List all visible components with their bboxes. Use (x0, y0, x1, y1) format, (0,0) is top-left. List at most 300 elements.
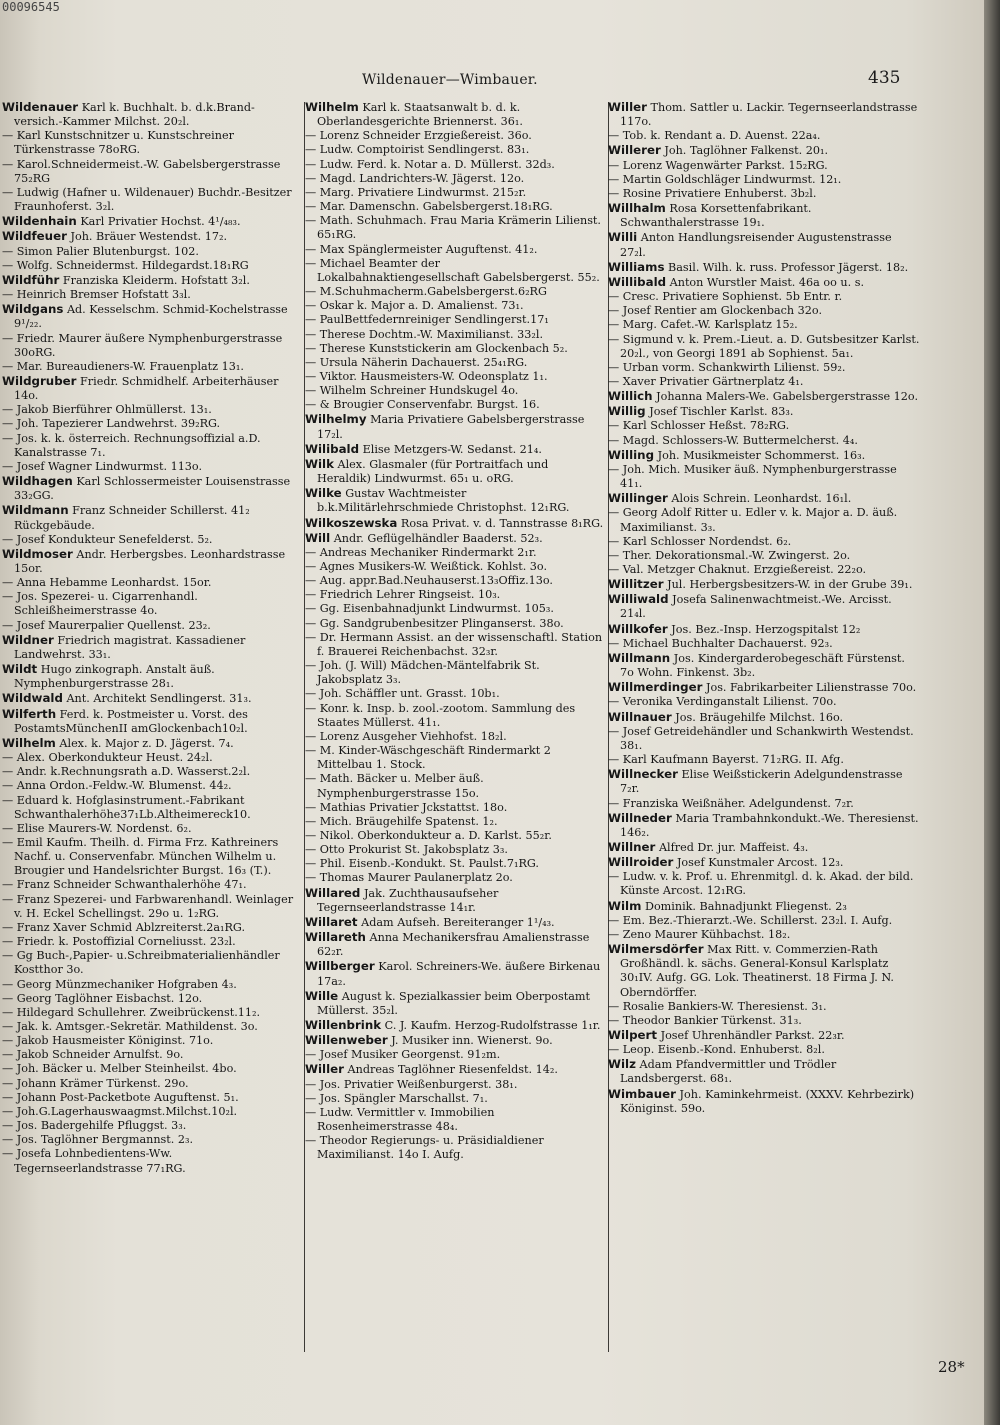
directory-column-2 (305, 100, 605, 1365)
entry-details: — Franz Xaver Schmid Ablzreiterst.2a₁RG. (2, 920, 246, 934)
surname: Wimbauer (608, 1086, 676, 1101)
directory-entry (608, 333, 920, 361)
surname: Williwald (608, 592, 669, 607)
entry-details: — Eduard k. Hofglasinstrument.-Fabrikant Schwanthalerhöhe37₁Lb.Altheimereck10. (2, 793, 251, 821)
directory-entry (305, 829, 605, 843)
surname: Wilmersdörfer (608, 942, 704, 957)
entry-details: — Max Spänglermeister Auguftenst. 41₂. (305, 242, 538, 256)
entry-details: Josef Uhrenhändler Parkst. 22₃r. (660, 1029, 845, 1042)
directory-entry (2, 662, 302, 691)
directory-entry (2, 633, 302, 662)
entry-details: — M.Schuhmacherm.Gabelsbergerst.6₂RG (305, 285, 547, 299)
surname: Wilm (608, 898, 642, 913)
directory-entry (305, 457, 605, 486)
surname: Willmann (608, 650, 671, 665)
directory-entry (2, 403, 302, 417)
surname: Wilferth (2, 706, 57, 721)
directory-entry (2, 691, 302, 706)
entry-details: Elise Weißstickerin Adelgundenstrasse 7₂r. (620, 768, 903, 796)
directory-entry (305, 602, 605, 616)
entry-details: — Therese Dochtm.-W. Maximilianst. 33₂l. (305, 327, 544, 341)
entry-details: — Marg. Cafet.-W. Karlsplatz 15₂. (608, 318, 798, 332)
directory-entry (305, 915, 605, 930)
surname: Willareth (305, 930, 366, 945)
entry-details: — Josef Musiker Georgenst. 91₂m. (305, 1048, 501, 1062)
surname: Wildhagen (2, 474, 73, 489)
directory-entry (2, 1077, 302, 1091)
directory-entry (2, 1034, 302, 1048)
entry-details: Ant. Architekt Sendlingerst. 31₃. (66, 692, 252, 706)
entry-details: Karl k. Staatsanwalt b. d. k. Oberlandesgerichte Briennerst. 36₁. (317, 101, 523, 129)
directory-entry (608, 870, 920, 898)
surname: Willibald (608, 274, 667, 289)
directory-entry (305, 186, 605, 200)
directory-entry (305, 214, 605, 242)
entry-details: — M. Kinder-Wäschgeschäft Rindermarkt 2 Mittelbau 1. Stock. (305, 744, 551, 772)
entry-details: — Jos. k. k. österreich. Rechnungsoffizial a.D. Kanalstrasse 7₁. (2, 431, 261, 459)
entry-details: — Math. Bäcker u. Melber äuß. Nymphenburgerstrasse 15o. (305, 772, 484, 800)
directory-entry (2, 836, 302, 878)
directory-entry (608, 725, 920, 753)
directory-entry (305, 384, 605, 398)
directory-entry (608, 622, 920, 637)
entry-details: — Ludw. v. k. Prof. u. Ehrenmitgl. d. k. Akad. der bild. Künste Arcost. 12₁RG. (608, 870, 914, 898)
entry-details: Alois Schrein. Leonhardst. 16₁l. (671, 492, 852, 506)
directory-entry (305, 143, 605, 157)
entry-details: — Friedrich Lehrer Ringseist. 10₃. (305, 588, 501, 602)
surname: Willkofer (608, 621, 668, 636)
surname: Wilke (305, 486, 342, 501)
directory-entry (608, 1043, 920, 1057)
entry-details: — Jak. k. Amtsger.-Sekretär. Mathildenst. 3o. (2, 1020, 258, 1033)
surname: Willmerdinger (608, 680, 703, 695)
directory-entry (2, 100, 302, 129)
directory-entry (305, 959, 605, 988)
surname: Willenweber (305, 1033, 388, 1048)
directory-entry (608, 404, 920, 419)
surname: Wilhelm (305, 100, 359, 114)
directory-entry (305, 243, 605, 257)
entry-details: Joh. Bräuer Westendst. 17₂. (70, 230, 228, 244)
directory-entry (305, 313, 605, 327)
signature-mark: 28* (938, 1358, 965, 1376)
entry-details: Karol. Schreiners-We. äußere Birkenau 17a₂. (317, 960, 601, 988)
directory-entry (305, 200, 605, 214)
entry-details: Johanna Malers-We. Gabelsbergerstrasse 12o. (656, 390, 919, 404)
directory-entry (305, 516, 605, 531)
directory-entry (2, 707, 302, 736)
entry-details: Max Ritt. v. Commerzien-Rath Großhändl. k. sächs. General-Konsul Karlsplatz 30₁IV. Aufg. GG. Lok. Theatinerst. 18 Firma J. N. Oberndörffer. (620, 943, 894, 999)
entry-details: — Lorenz Schneider Erzgießereist. 36o. (305, 129, 532, 143)
directory-entry (2, 619, 302, 633)
entry-details: — Joh. (J. Will) Mädchen-Mäntelfabrik St. Jakobsplatz 3₃. (305, 659, 540, 687)
entry-details: — Franz Schneider Schwanthalerhöhe 47₁. (2, 878, 247, 892)
surname: Wildgans (2, 302, 64, 317)
entry-details: J. Musiker inn. Wienerst. 9o. (391, 1034, 553, 1048)
entry-details: Anton Wurstler Maist. 46a oo u. s. (669, 275, 865, 289)
entry-details: — Hildegard Schullehrer. Zweibrückenst.11₂. (2, 1005, 261, 1019)
entry-details: Andr. Herbergsbes. Leonhardstrasse 15or. (14, 547, 286, 575)
entry-details: — Jakob Hausmeister Königinst. 71o. (2, 1034, 214, 1048)
entry-details: Franz Schneider Schillerst. 41₂ Rückgebäude. (14, 504, 250, 532)
entry-details: — Lorenz Wagenwärter Parkst. 15₂RG. (608, 158, 828, 172)
directory-entry (305, 531, 605, 546)
entry-details: — Agnes Musikers-W. Weißtick. Kohlst. 3o. (305, 560, 548, 573)
directory-entry (2, 332, 302, 360)
directory-entry (2, 533, 302, 547)
directory-entry (608, 1057, 920, 1086)
directory-entry (305, 1134, 605, 1162)
directory-entry (608, 753, 920, 767)
directory-entry (2, 590, 302, 618)
surname: Wille (305, 988, 339, 1003)
entry-details: — Karol.Schneidermeist.-W. Gabelsbergerstrasse 75₂RG (2, 157, 281, 185)
surname: Willing (608, 447, 655, 462)
directory-entry (305, 370, 605, 384)
entry-details: — Wolfg. Schneidermst. Hildegardst.18₁RG (2, 258, 249, 272)
surname: Wilk (305, 456, 334, 471)
directory-entry (608, 491, 920, 506)
entry-details: — Mich. Bräugehilfe Spatenst. 1₂. (305, 814, 498, 828)
entry-details: — & Brougier Conservenfabr. Burgst. 16. (305, 398, 540, 412)
directory-entry (305, 412, 605, 441)
surname: Willneder (608, 810, 672, 825)
directory-entry (305, 100, 605, 129)
entry-details: — Josef Getreidehändler und Schankwirth Westendst. 38₁. (608, 724, 914, 752)
surname: Willich (608, 389, 653, 404)
surname: Willitzer (608, 577, 664, 592)
surname: Willaret (305, 914, 358, 929)
directory-entry (305, 1033, 605, 1048)
entry-details: — Joh. Mich. Musiker äuß. Nymphenburgerstrasse 41₁. (608, 462, 897, 491)
directory-entry (608, 173, 920, 187)
entry-details: — Jos. Badergehilfe Pfluggst. 3₃. (2, 1119, 187, 1133)
directory-entry (305, 744, 605, 772)
entry-details: — Michael Buchhalter Dachauerst. 92₃. (608, 636, 833, 650)
entry-details: — Joh. Tapezierer Landwehrst. 39₂RG. (2, 417, 221, 431)
directory-entry (2, 949, 302, 977)
directory-entry (608, 290, 920, 304)
directory-entry (305, 398, 605, 412)
directory-entry (2, 992, 302, 1006)
entry-details: — Cresc. Privatiere Sophienst. 5b Entr. r. (608, 290, 843, 304)
archive-stamp: 00096545 (2, 0, 60, 14)
entry-details: — Emil Kaufm. Theilh. d. Firma Frz. Kathreiners Nachf. u. Conservenfabr. München Wilhelm u. Brougier und Handelsrichter Burgst. 16₃ (T.). (2, 835, 279, 878)
directory-entry (305, 801, 605, 815)
directory-entry (305, 687, 605, 701)
surname: Wilpert (608, 1028, 658, 1042)
directory-entry (305, 857, 605, 871)
directory-entry (2, 1119, 302, 1133)
directory-entry (2, 1006, 302, 1020)
entry-details: Ferd. k. Postmeister u. Vorst. des PostamtsMünchenII amGlockenbach10₂l. (14, 707, 248, 735)
entry-details: — Em. Bez.-Thierarzt.-We. Schillerst. 23₂l. I. Aufg. (608, 913, 893, 927)
directory-entry (608, 1000, 920, 1014)
entry-details: — Georg Münzmechaniker Hofgraben 4₃. (2, 977, 237, 991)
entry-details: Josefa Salinenwachtmeist.-We. Arcisst. 21₄l. (620, 593, 892, 621)
directory-entry (608, 797, 920, 811)
entry-details: — Theodor Regierungs- u. Präsidialdiener Maximilianst. 14o I. Aufg. (305, 1134, 544, 1162)
entry-details: — Urban vorm. Schankwirth Lilienst. 59₂. (608, 360, 846, 374)
entry-details: Franziska Kleiderm. Hofstatt 3₂l. (62, 273, 250, 287)
entry-details: — Leop. Eisenb.-Kond. Enhuberst. 8₂l. (608, 1043, 825, 1057)
entry-details: — Franz Spezerei- und Farbwarenhandl. Weinlager v. H. Eckel Schellingst. 29o u. 1₂RG. (2, 892, 294, 920)
directory-entry (2, 935, 302, 949)
entry-details: Friedrich magistrat. Kassadiener Landwehrst. 33₁. (14, 633, 246, 661)
entry-details: — Joh.G.Lagerhauswaagmst.Milchst.10₂l. (2, 1104, 238, 1118)
entry-details: — Veronika Verdinganstalt Lilienst. 70o. (608, 695, 837, 709)
entry-details: August k. Spezialkassier beim Oberpostamt Müllerst. 35₂l. (317, 989, 590, 1017)
surname: Wildenhain (2, 214, 77, 229)
entry-details: Karl Schlossermeister Louisenstrasse 33₂GG. (14, 475, 291, 503)
directory-entry (305, 328, 605, 342)
entry-details: — Friedr. Maurer äußere Nymphenburgerstrasse 30oRG. (2, 331, 283, 359)
directory-entry (305, 588, 605, 602)
entry-details: — Ludw. Ferd. k. Notar a. D. Müllerst. 32d₃. (305, 157, 555, 171)
surname: Willberger (305, 959, 375, 974)
surname: Wildmann (2, 503, 69, 518)
entry-details: — Mathias Privatier Jckstattst. 18o. (305, 800, 508, 814)
entry-details: C. J. Kaufm. Herzog-Rudolfstrasse 1₁r. (384, 1019, 601, 1032)
entry-details: — Karl Kaufmann Bayerst. 71₂RG. II. Afg. (608, 753, 844, 767)
surname: Willer (305, 1062, 344, 1077)
entry-details: Josef Kunstmaler Arcost. 12₃. (676, 856, 844, 870)
surname: Wildenauer (2, 100, 79, 114)
entry-details: — Simon Palier Blutenburgst. 102. (2, 244, 199, 258)
directory-entry (305, 930, 605, 959)
directory-entry (608, 389, 920, 404)
entry-details: Joh. Taglöhner Falkenst. 20₁. (664, 144, 829, 158)
entry-details: — Anna Hebamme Leonhardst. 15or. (2, 576, 212, 590)
directory-entry (2, 1105, 302, 1119)
entry-details: — Josef Maurerpalier Quellenst. 23₂. (2, 618, 211, 632)
directory-entry (305, 702, 605, 730)
directory-entry (2, 417, 302, 431)
entry-details: — Andreas Mechaniker Rindermarkt 2₁r. (305, 545, 537, 559)
entry-details: Jul. Herbergsbesitzers-W. in der Grube 39₁. (667, 578, 913, 592)
entry-details: — Rosine Privatiere Enhuberst. 3b₂l. (608, 186, 817, 200)
directory-entry (2, 893, 302, 921)
surname: Wilkoszewska (305, 515, 398, 530)
directory-entry (2, 751, 302, 765)
surname: Willig (608, 404, 646, 419)
entry-details: Maria Privatiere Gabelsbergerstrasse 17₂l. (317, 413, 585, 441)
entry-details: Jos. Kindergarderobegeschäft Fürstenst. 7o Wohn. Finkenst. 3b₂. (620, 651, 905, 680)
surname: Willi (608, 230, 638, 245)
directory-entry (305, 730, 605, 744)
directory-entry (305, 442, 605, 457)
entry-details: Elise Metzgers-W. Sedanst. 21₄. (362, 442, 542, 456)
entry-details: Joh. Musikmeister Schommerst. 16₃. (657, 448, 866, 462)
directory-entry (608, 695, 920, 709)
directory-entry (305, 1048, 605, 1062)
entry-details: — Mar. Damenschn. Gabelsbergerst.18₁RG. (305, 200, 553, 214)
directory-entry (2, 576, 302, 590)
directory-entry (608, 710, 920, 725)
entry-details: — Math. Schuhmach. Frau Maria Krämerin Lilienst. 65₁RG. (305, 214, 601, 242)
entry-details: — Jakob Bierführer Ohlmüllerst. 13₁. (2, 403, 212, 417)
entry-details: — Karl Schlosser Nordendst. 6₂. (608, 534, 792, 548)
entry-details: — Theodor Bankier Türkenst. 31₃. (608, 1013, 802, 1027)
directory-entry (305, 815, 605, 829)
entry-details: Hugo zinkograph. Anstalt äuß. Nymphenburgerstrasse 28₁. (14, 663, 215, 691)
entry-details: — Thomas Maurer Paulanerplatz 2o. (305, 871, 513, 885)
entry-details: — Magd. Schlossers-W. Buttermelcherst. 4₄. (608, 433, 858, 447)
directory-entry (608, 230, 920, 259)
directory-entry (2, 186, 302, 214)
directory-entry (608, 1014, 920, 1028)
directory-entry (608, 680, 920, 695)
surname: Willer (608, 100, 647, 114)
entry-details: — Marg. Privatiere Lindwurmst. 215₂r. (305, 185, 527, 199)
entry-details: — Johann Krämer Türkenst. 29o. (2, 1076, 189, 1090)
entry-details: — Josef Wagner Lindwurmst. 113o. (2, 459, 203, 473)
entry-details: Ad. Kesselschm. Schmid-Kochelstrasse 9¹/₂₂. (14, 303, 288, 331)
entry-details: — Wilhelm Schreiner Hundskugel 4o. (305, 384, 519, 398)
surname: Willhalm (608, 201, 666, 216)
entry-details: Jos. Bräugehilfe Milchst. 16o. (675, 710, 844, 724)
directory-entry (2, 921, 302, 935)
entry-details: Jos. Bez.-Insp. Herzogspitalst 12₂ (671, 622, 861, 636)
directory-entry (2, 229, 302, 244)
directory-entry (608, 375, 920, 389)
directory-entry (2, 1062, 302, 1076)
entry-details: Anton Handlungsreisender Augustenstrasse 27₂l. (620, 231, 892, 259)
directory-entry (2, 822, 302, 836)
directory-entry (2, 1147, 302, 1175)
directory-entry (305, 1078, 605, 1092)
directory-entry (2, 374, 302, 403)
directory-entry (608, 592, 920, 621)
entry-details: — Mar. Bureaudieners-W. Frauenplatz 13₁. (2, 359, 244, 373)
directory-entry (608, 767, 920, 796)
directory-entry (608, 506, 920, 534)
surname: Will (305, 530, 331, 545)
entry-details: — Josef Kondukteur Senefelderst. 5₂. (2, 532, 213, 546)
directory-entry (608, 1028, 920, 1043)
entry-details: — Rosalie Bankiers-W. Theresienst. 3₁. (608, 999, 827, 1013)
directory-entry (2, 503, 302, 532)
entry-details: — Dr. Hermann Assist. an der wissenschaftl. Station f. Brauerei Reichenbachst. 32₃r. (305, 630, 603, 658)
entry-details: — Andr. k.Rechnungsrath a.D. Wasserst.2₂l. (2, 765, 251, 779)
directory-entry (608, 448, 920, 463)
entry-details: — Ludw. Comptoirist Sendlingerst. 83₁. (305, 143, 530, 157)
entry-details: Andreas Taglöhner Riesenfeldst. 14₂. (347, 1063, 558, 1077)
surname: Wildwald (2, 691, 63, 706)
directory-entry (608, 811, 920, 840)
surname: Wildmoser (2, 546, 73, 561)
entry-details: — Konr. k. Insp. b. zool.-zootom. Sammlung des Staates Müllerst. 41₁. (305, 701, 576, 729)
entry-details: — Jos. Spezerei- u. Cigarrenhandl. Schleißheimerstrasse 4o. (2, 590, 198, 618)
directory-entry (305, 617, 605, 631)
directory-entry (2, 245, 302, 259)
entry-details: — Magd. Landrichters-W. Jägerst. 12o. (305, 171, 525, 185)
directory-entry (305, 158, 605, 172)
entry-details: — Friedr. k. Postoffizial Corneliusst. 23₂l. (2, 935, 236, 949)
entry-details: Rosa Korsettenfabrikant. Schwanthalerstrasse 19₁. (620, 202, 812, 230)
entry-details: Andr. Geflügelhändler Baaderst. 52₃. (333, 531, 543, 545)
directory-entry (2, 779, 302, 793)
directory-entry (608, 928, 920, 942)
directory-entry (2, 259, 302, 273)
running-header: Wildenauer—Wimbauer. (362, 72, 538, 88)
directory-entry (305, 772, 605, 800)
directory-entry (608, 318, 920, 332)
directory-entry (305, 285, 605, 299)
surname: Wildgruber (2, 373, 77, 388)
entry-details: — Karl Schlosser Heßst. 78₂RG. (608, 419, 790, 433)
entry-details: — Sigmund v. k. Prem.-Lieut. a. D. Gutsbesitzer Karlst. 20₂l., von Georgi 1891 ab Sophienst. 5a₁. (608, 332, 920, 360)
directory-entry (608, 577, 920, 592)
entry-details: — Josef Rentier am Glockenbach 32o. (608, 304, 823, 318)
directory-entry (608, 434, 920, 448)
entry-details: Karl Privatier Hochst. 4¹/₄₈₃. (80, 215, 241, 229)
directory-entry (2, 432, 302, 460)
directory-entry (608, 563, 920, 577)
directory-entry (608, 187, 920, 201)
directory-entry (608, 143, 920, 158)
directory-entry (305, 299, 605, 313)
directory-entry (305, 631, 605, 659)
surname: Willroider (608, 855, 674, 870)
directory-entry (608, 899, 920, 914)
entry-details: — Anna Ordon.-Feldw.-W. Blumenst. 44₂. (2, 779, 232, 793)
entry-details: Anna Mechanikersfrau Amalienstrasse 62₂r. (317, 931, 590, 959)
directory-entry (305, 886, 605, 915)
entry-details: — Heinrich Bremser Hofstatt 3₃l. (2, 288, 191, 302)
entry-details: Joh. Kaminkehrmeist. (XXXV. Kehrbezirk) Königinst. 59o. (620, 1087, 915, 1115)
directory-entry (608, 637, 920, 651)
directory-entry (2, 978, 302, 992)
directory-entry (608, 201, 920, 230)
entry-details: — Jakob Schneider Arnulfst. 9o. (2, 1048, 184, 1062)
entry-details: — Xaver Privatier Gärtnerplatz 4₁. (608, 374, 804, 388)
entry-details: — PaulBettfedernreiniger Sendlingerst.17₁ (305, 313, 549, 327)
entry-details: — Johann Post-Packetbote Auguftenst. 5₁. (2, 1090, 239, 1104)
directory-entry (305, 659, 605, 687)
surname: Willnauer (608, 709, 672, 724)
entry-details: — Ludwig (Hafner u. Wildenauer) Buchdr.-Besitzer Fraunhoferst. 3₂l. (2, 185, 292, 214)
surname: Willnecker (608, 767, 678, 782)
directory-entry (608, 463, 920, 491)
entry-details: Karl k. Buchhalt. b. d.k.Brand-versich.-Kammer Milchst. 20₂l. (14, 101, 255, 129)
directory-entry (2, 765, 302, 779)
entry-details: — Josefa Lohnbedientens-Ww. Tegernseerlandstrasse 77₁RG. (2, 1147, 186, 1175)
directory-entry (305, 486, 605, 515)
entry-details: — Gg. Sandgrubenbesitzer Plinganserst. 38o. (305, 616, 564, 630)
entry-details: — Elise Maurers-W. Nordenst. 6₂. (2, 821, 192, 835)
entry-details: Alfred Dr. jur. Maffeist. 4₃. (658, 840, 809, 854)
directory-entry (305, 989, 605, 1018)
directory-entry (2, 736, 302, 751)
entry-details: Josef Tischler Karlst. 83₃. (649, 405, 794, 419)
entry-details: — Jos. Privatier Weißenburgerst. 38₁. (305, 1077, 518, 1091)
directory-entry (305, 843, 605, 857)
directory-entry (608, 159, 920, 173)
directory-entry (305, 574, 605, 588)
directory-entry (2, 1020, 302, 1034)
entry-details: — Jos. Taglöhner Bergmannst. 2₃. (2, 1133, 194, 1147)
directory-entry (2, 158, 302, 186)
directory-entry (305, 1092, 605, 1106)
entry-details: — Georg Taglöhner Eisbachst. 12o. (2, 991, 203, 1005)
directory-entry (305, 1018, 605, 1033)
directory-entry (608, 275, 920, 290)
entry-details: — Franziska Weißnäher. Adelgundenst. 7₂r. (608, 796, 854, 810)
page-number: 435 (868, 68, 901, 88)
surname: Wildführ (2, 272, 60, 287)
surname: Wilz (608, 1057, 636, 1072)
